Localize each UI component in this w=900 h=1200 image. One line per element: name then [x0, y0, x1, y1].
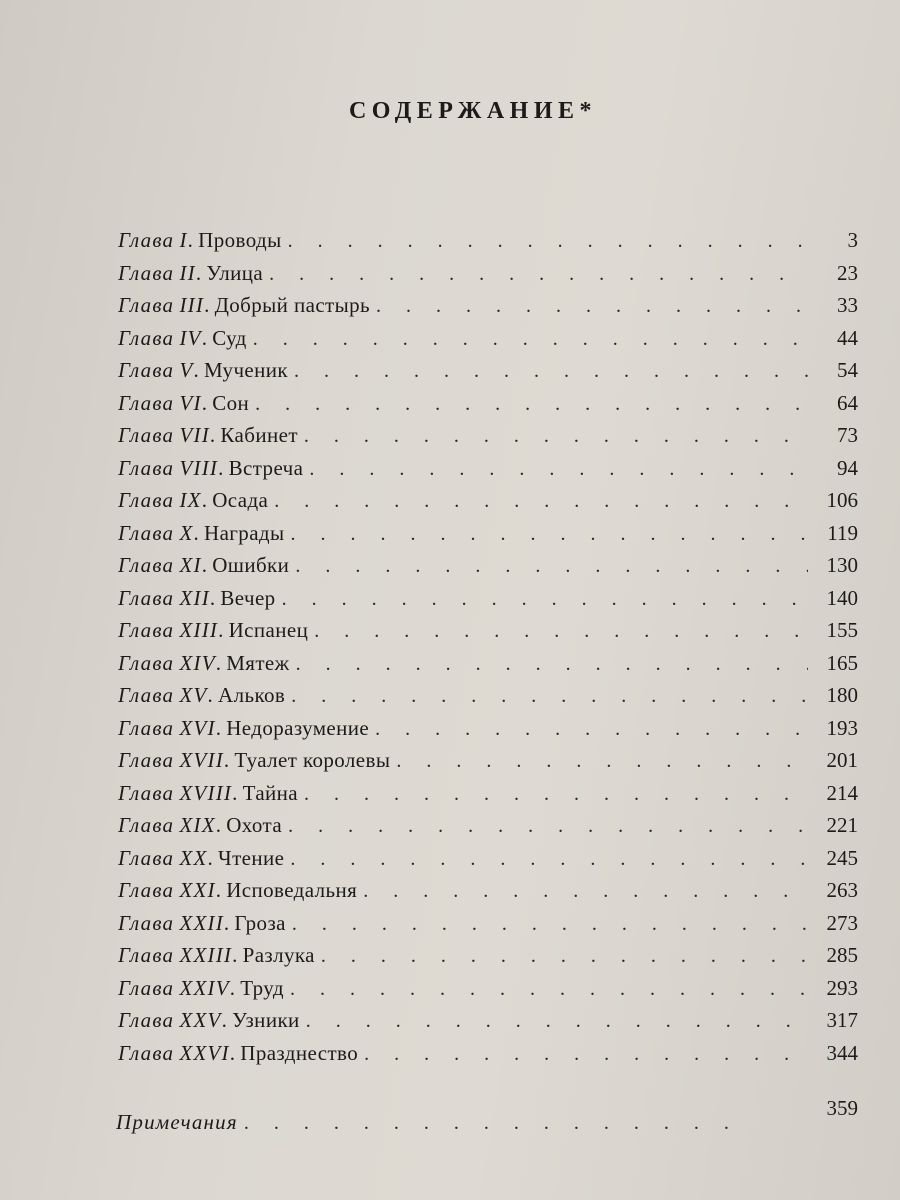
page-number: 344 [826, 1040, 858, 1065]
chapter-word: Глава [118, 293, 175, 317]
chapter-title: Празднество [240, 1040, 359, 1065]
toc-entry-label [118, 976, 284, 1001]
toc-entry-label [118, 911, 286, 936]
toc-entry-label [118, 326, 247, 351]
dot-leader [255, 393, 808, 416]
page-number: 140 [826, 585, 858, 610]
chapter-word: Глава [118, 1008, 175, 1032]
chapter-word: Глава [118, 358, 175, 382]
chapter-word: Глава [118, 780, 175, 805]
toc-entry-label [118, 1008, 300, 1033]
numeral-separator: . [209, 585, 221, 610]
chapter-numeral: XV [179, 683, 208, 707]
dot-leader [396, 750, 808, 773]
numeral-separator: . [221, 1008, 233, 1032]
page-number: 119 [827, 520, 858, 545]
chapter-word: Глава [118, 260, 175, 285]
chapter-numeral: XXIII [179, 943, 233, 967]
toc-entry-label [118, 781, 298, 806]
toc-entry-label [118, 358, 288, 383]
dot-leader [363, 880, 808, 903]
chapter-title: Сон [212, 390, 250, 415]
chapter-word: Глава [118, 943, 175, 967]
page-number: 106 [826, 488, 858, 512]
toc-entry[interactable] [118, 586, 858, 619]
chapter-title: Тайна [242, 780, 299, 805]
numeral-separator: . [218, 618, 229, 642]
page-number: 64 [837, 390, 858, 415]
chapter-title: Улица [206, 260, 264, 285]
numeral-separator: . [218, 455, 229, 480]
toc-entry-label [118, 553, 289, 578]
page-number: 293 [826, 975, 858, 1000]
chapter-numeral: XII [179, 585, 210, 610]
numeral-separator: . [201, 553, 213, 577]
toc-entry[interactable] [118, 391, 858, 424]
chapter-numeral: XIII [179, 618, 219, 642]
page-number: 165 [826, 650, 858, 675]
chapter-word: Глава [118, 553, 175, 577]
toc-entry[interactable] [118, 423, 858, 456]
toc-entry[interactable] [118, 683, 858, 716]
chapter-numeral: XXII [179, 910, 224, 935]
notes-label: Примечания [116, 1110, 238, 1134]
toc-entry[interactable] [118, 326, 858, 359]
toc-entry[interactable] [118, 781, 858, 814]
toc-entry-label [118, 716, 369, 741]
toc-entry-label [118, 261, 263, 286]
toc-entry[interactable] [118, 846, 858, 879]
chapter-title: Добрый пастырь [214, 293, 371, 317]
toc-entry-label [118, 846, 284, 871]
toc-entry-label [118, 683, 285, 708]
page-number: 54 [837, 358, 858, 382]
toc-entry-label [118, 878, 357, 903]
dot-leader [291, 685, 808, 708]
chapter-title: Труд [240, 975, 284, 1000]
numeral-separator: . [207, 845, 219, 870]
chapter-word: Глава [118, 488, 175, 512]
numeral-separator: . [232, 780, 243, 805]
dot-leader [314, 620, 808, 643]
dot-leader [296, 653, 808, 676]
toc-entry[interactable] [118, 813, 858, 846]
dot-leader [295, 555, 808, 578]
chapter-title: Испанец [228, 618, 309, 642]
dot-leader [309, 458, 808, 481]
chapter-numeral: XX [179, 845, 208, 870]
chapter-title: Исповедальня [226, 878, 358, 902]
page-number: 44 [837, 325, 858, 350]
chapter-title: Недоразумение [226, 715, 370, 740]
toc-entry[interactable] [118, 878, 858, 911]
chapter-word: Глава [118, 748, 175, 772]
page-number: 33 [837, 293, 858, 317]
page-number: 23 [837, 260, 858, 285]
chapter-word: Глава [118, 520, 175, 545]
chapter-title: Осада [212, 488, 269, 512]
chapter-numeral: XXIV [179, 975, 230, 1000]
dot-leader [304, 783, 808, 806]
page-number: 155 [826, 618, 858, 642]
chapter-word: Глава [118, 618, 175, 642]
notes-page-number: 359 [826, 1096, 858, 1120]
dot-leader [291, 523, 808, 546]
chapter-title: Альков [218, 683, 286, 707]
numeral-separator: . [215, 878, 227, 902]
toc-entry-label [118, 456, 303, 481]
toc-entry-label [118, 651, 290, 676]
chapter-word: Глава [118, 650, 175, 675]
chapter-title: Кабинет [220, 423, 298, 447]
numeral-separator: . [232, 943, 243, 967]
numeral-separator: . [215, 715, 227, 740]
numeral-separator: . [204, 293, 215, 317]
chapter-word: Глава [118, 878, 175, 902]
page-number: 193 [826, 715, 858, 740]
toc-entry-label [118, 586, 276, 611]
chapter-numeral: IV [179, 325, 202, 350]
chapter-numeral: VII [179, 423, 210, 447]
chapter-word: Глава [118, 228, 175, 252]
toc-entry[interactable] [118, 976, 858, 1009]
chapter-word: Глава [118, 1040, 175, 1065]
numeral-separator: . [207, 683, 219, 707]
page-number: 94 [837, 455, 858, 480]
chapter-numeral: III [179, 293, 205, 317]
page-number: 130 [826, 553, 858, 577]
numeral-separator: . [229, 975, 241, 1000]
page-number: 245 [826, 845, 858, 870]
toc-entry[interactable] [118, 943, 858, 976]
toc-entry-label [118, 423, 298, 448]
toc-entry[interactable] [118, 261, 858, 294]
chapter-title: Ошибки [212, 553, 290, 577]
chapter-numeral: XIV [179, 650, 216, 675]
toc-entry[interactable] [118, 1008, 858, 1041]
chapter-title: Мученик [204, 358, 289, 382]
dot-leader [290, 848, 808, 871]
chapter-title: Туалет королевы [234, 748, 391, 772]
chapter-title: Гроза [234, 910, 286, 935]
dot-leader [294, 360, 808, 383]
chapter-word: Глава [118, 715, 175, 740]
page-number: 285 [826, 943, 858, 967]
dot-leader [282, 588, 808, 611]
chapter-word: Глава [118, 683, 175, 707]
chapter-numeral: XXI [179, 878, 216, 902]
toc-entry[interactable] [118, 358, 858, 391]
page-title: СОДЕРЖАНИЕ* [348, 98, 598, 124]
page-number: 214 [826, 780, 858, 805]
toc-entry[interactable] [118, 553, 858, 586]
chapter-numeral: VI [179, 390, 202, 415]
dot-leader [364, 1043, 808, 1066]
numeral-separator: . [229, 1040, 241, 1065]
toc-entry-label [118, 228, 282, 253]
chapter-numeral: XXV [179, 1008, 222, 1032]
chapter-word: Глава [118, 975, 175, 1000]
dot-leader [253, 328, 808, 351]
chapter-numeral: X [179, 520, 194, 545]
chapter-numeral: XVII [179, 748, 224, 772]
chapter-numeral: XI [179, 553, 202, 577]
page-number: 273 [826, 910, 858, 935]
numeral-separator: . [201, 390, 213, 415]
toc-entry-label [118, 521, 285, 546]
dot-leader [244, 1112, 736, 1135]
page-number: 180 [826, 683, 858, 707]
chapter-word: Глава [118, 585, 175, 610]
toc-entry-label [118, 488, 268, 513]
chapter-title: Суд [212, 325, 247, 350]
toc-entry-label [118, 618, 308, 643]
numeral-separator: . [187, 228, 199, 252]
chapter-numeral: I [179, 228, 188, 252]
dot-leader [288, 230, 808, 253]
toc-entry[interactable] [118, 748, 858, 781]
chapter-title: Разлука [242, 943, 315, 967]
dot-leader [375, 718, 808, 741]
numeral-separator: . [201, 488, 213, 512]
chapter-word: Глава [118, 455, 175, 480]
chapter-title: Чтение [218, 845, 285, 870]
chapter-word: Глава [118, 325, 175, 350]
page-number: 73 [837, 423, 858, 447]
dot-leader [290, 978, 808, 1001]
toc-entry[interactable] [118, 228, 858, 261]
page-number: 263 [826, 878, 858, 902]
numeral-separator: . [223, 910, 235, 935]
toc-entry[interactable] [118, 651, 858, 684]
chapter-word: Глава [118, 390, 175, 415]
toc-entry[interactable] [118, 488, 858, 521]
toc-entry[interactable] [118, 618, 858, 651]
chapter-numeral: XXVI [179, 1040, 230, 1065]
dot-leader [269, 263, 808, 286]
chapter-numeral: V [179, 358, 194, 382]
toc-entry-label [118, 293, 370, 318]
chapter-title: Проводы [198, 228, 282, 252]
dot-leader [376, 295, 808, 318]
numeral-separator: . [195, 260, 207, 285]
chapter-title: Вечер [220, 585, 276, 610]
chapter-numeral: VIII [179, 455, 219, 480]
toc-entry[interactable] [118, 293, 858, 326]
dot-leader [288, 815, 808, 838]
dot-leader [274, 490, 808, 513]
chapter-word: Глава [118, 423, 175, 447]
toc-entry-label [118, 943, 315, 968]
chapter-title: Награды [204, 520, 285, 545]
chapter-numeral: XVI [179, 715, 216, 740]
toc-entry[interactable] [118, 456, 858, 489]
page-number: 201 [826, 748, 858, 772]
dot-leader [304, 425, 808, 448]
numeral-separator: . [193, 520, 204, 545]
numeral-separator: . [215, 813, 227, 837]
chapter-word: Глава [118, 813, 175, 837]
chapter-title: Охота [226, 813, 283, 837]
chapter-title: Мятеж [226, 650, 290, 675]
notes-entry[interactable] [116, 1110, 746, 1135]
toc-entry[interactable] [118, 911, 858, 944]
dot-leader [306, 1010, 808, 1033]
chapter-word: Глава [118, 845, 175, 870]
chapter-numeral: II [179, 260, 196, 285]
chapter-numeral: IX [179, 488, 202, 512]
table-of-contents [118, 228, 858, 1073]
toc-entry-label [118, 813, 282, 838]
toc-entry-label [118, 1041, 358, 1066]
chapter-word: Глава [118, 910, 175, 935]
chapter-numeral: XVIII [179, 780, 233, 805]
dot-leader [321, 945, 808, 968]
toc-entry[interactable] [118, 1041, 858, 1074]
chapter-title: Встреча [228, 455, 304, 480]
numeral-separator: . [223, 748, 235, 772]
numeral-separator: . [193, 358, 204, 382]
toc-entry-label [118, 748, 390, 773]
page-number: 221 [826, 813, 858, 837]
toc-entry[interactable] [118, 521, 858, 554]
numeral-separator: . [209, 423, 221, 447]
page-number: 3 [847, 228, 858, 252]
dot-leader [292, 913, 808, 936]
toc-entry[interactable] [118, 716, 858, 749]
chapter-numeral: XIX [179, 813, 216, 837]
page-number: 317 [826, 1008, 858, 1032]
numeral-separator: . [215, 650, 227, 675]
chapter-title: Узники [232, 1008, 300, 1032]
numeral-separator: . [201, 325, 213, 350]
toc-entry-label [118, 391, 249, 416]
